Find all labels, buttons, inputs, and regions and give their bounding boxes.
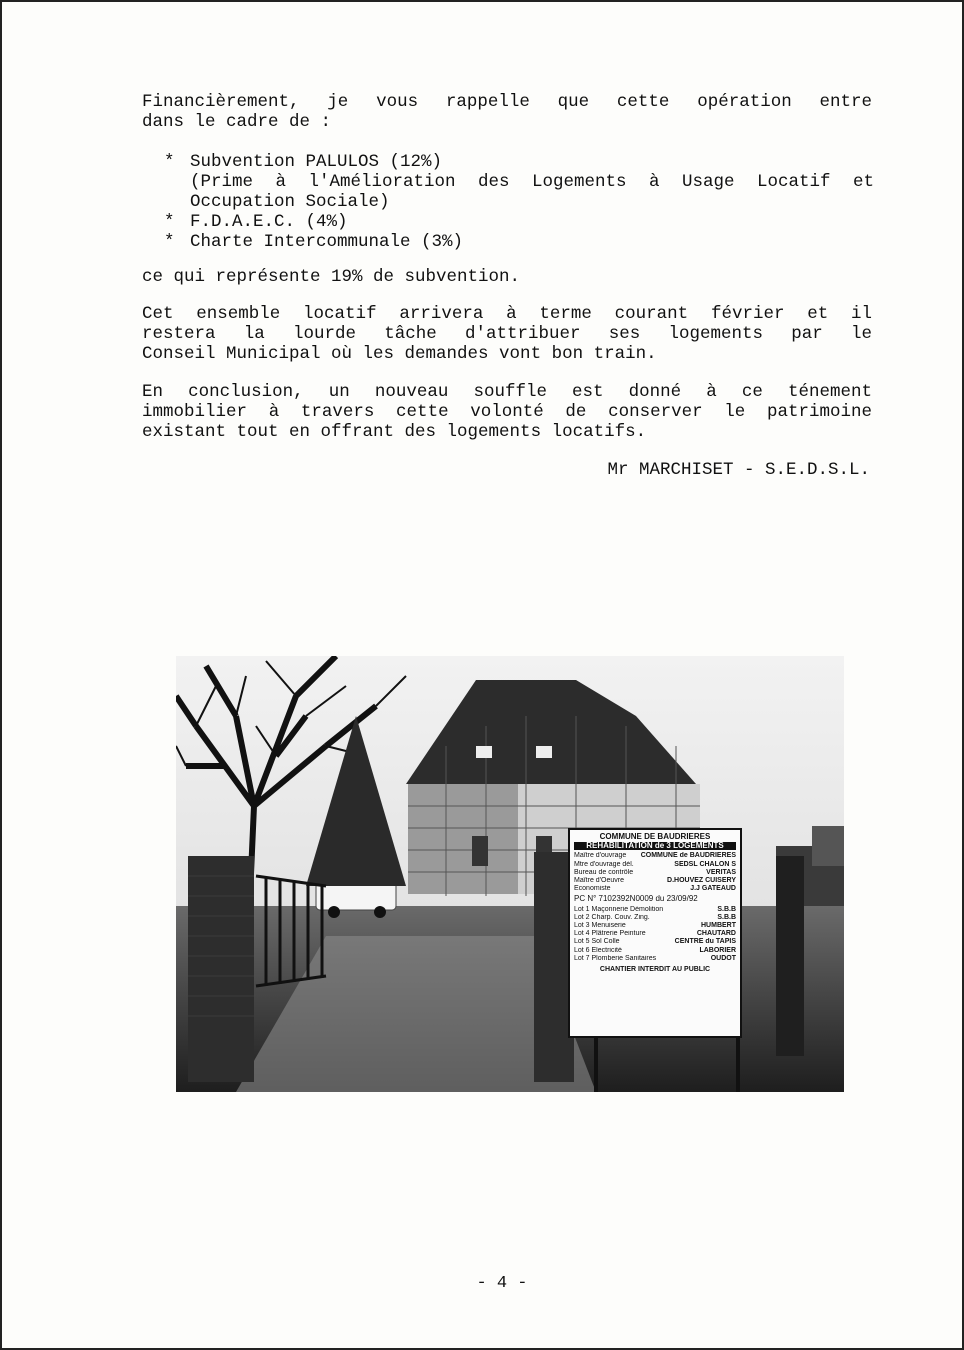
sign-row-value: S.B.B — [717, 905, 736, 913]
sign-footer: CHANTIER INTERDIT AU PUBLIC — [599, 966, 711, 974]
sign-row-label: Lot 1 Maçonnerie Démolition — [574, 905, 664, 913]
sign-row — [574, 861, 736, 869]
text-line: Financièrement, je vous rappelle que cette opération entre — [142, 92, 872, 112]
paragraph-total: ce qui représente 19% de subvention. — [142, 267, 521, 287]
list-item-label: Charte Intercommunale (3%) — [190, 232, 464, 252]
sign-row-value: VERITAS — [706, 868, 736, 876]
sign-row-value: CHAUTARD — [696, 930, 736, 938]
sign-rows — [574, 852, 736, 893]
bullet-icon: * — [164, 212, 175, 232]
sign-row — [574, 930, 736, 938]
sign-row-label: Lot 3 Menuiserie — [574, 922, 626, 930]
sign-row-label: Maître d'ouvrage — [574, 852, 627, 860]
construction-sign — [568, 828, 742, 1038]
sign-row — [574, 955, 736, 963]
list-item — [164, 212, 874, 232]
sign-row — [574, 938, 736, 946]
sign-row — [574, 885, 736, 893]
text-line: restera la lourde tâche d'attribuer ses logements par le — [142, 324, 872, 344]
sign-row-value: COMMUNE de BAUDRIERES — [640, 852, 736, 860]
text-line: Cet ensemble locatif arrivera à terme courant février et il — [142, 304, 872, 324]
text-line: existant tout en offrant des logements locatifs. — [142, 422, 647, 442]
sign-title: REHABILITATION de 3 LOGEMENTS — [574, 842, 736, 850]
sign-row — [574, 922, 736, 930]
list-item — [164, 152, 874, 172]
sign-row-value: LABORIER — [699, 946, 736, 954]
sign-row-value: SEDSL CHALON S — [674, 860, 736, 868]
subsidy-list — [164, 152, 874, 252]
sign-row-label: Maître d'Oeuvre — [574, 877, 624, 885]
list-item-label: F.D.A.E.C. (4%) — [190, 212, 348, 232]
sign-row — [574, 869, 736, 877]
sign-row — [574, 914, 736, 922]
sign-row-label: Lot 4 Plâtrerie Peinture — [574, 930, 646, 938]
bullet-icon: * — [164, 152, 175, 172]
text-line: immobilier à travers cette volonté de conserver le patrimoine — [142, 402, 872, 422]
sign-commune: COMMUNE DE BAUDRIERES — [599, 832, 711, 841]
sign-row — [574, 877, 736, 885]
sign-row-label: Lot 6 Electricité — [574, 946, 622, 954]
list-item-detail: Occupation Sociale) — [190, 192, 390, 212]
sign-row-value: HUMBERT — [701, 922, 736, 930]
sign-row-label: Bureau de contrôle — [574, 868, 634, 876]
list-item — [164, 232, 874, 252]
list-item-detail: (Prime à l'Amélioration des Logements à Usage Locatif et — [190, 172, 874, 192]
sign-row-value: D.HOUVEZ CUISERY — [667, 877, 736, 885]
text-line: En conclusion, un nouveau souffle est donné à ce ténement — [142, 382, 872, 402]
paragraph-conclusion — [142, 382, 872, 442]
sign-row-label: Lot 2 Charp. Couv. Zing. — [574, 913, 650, 921]
sign-row — [574, 947, 736, 955]
paragraph-completion — [142, 304, 872, 364]
sign-lots — [574, 906, 736, 963]
gate-pillar-left — [188, 856, 254, 1082]
sign-row-value: S.B.B — [717, 913, 736, 921]
sign-row-label: Mtre d'ouvrage dél. — [574, 860, 634, 868]
text-line: dans le cadre de : — [142, 112, 332, 132]
sign-permit: PC N° 7102392N0009 du 23/09/92 — [574, 894, 698, 904]
bullet-icon: * — [164, 232, 175, 252]
sign-row-label: Lot 5 Sol Colle — [574, 938, 620, 946]
photo-illustration — [176, 656, 844, 1092]
sign-row — [574, 906, 736, 914]
paragraph-financing — [142, 92, 872, 132]
signature: Mr MARCHISET - S.E.D.S.L. — [607, 460, 870, 480]
sign-row-value: CENTRE du TAPIS — [674, 938, 736, 946]
text-line: Conseil Municipal où les demandes vont bon train. — [142, 344, 657, 364]
sign-row — [574, 852, 736, 860]
list-item-label: Subvention PALULOS (12%) — [190, 152, 443, 172]
sign-row-value: OUDOT — [710, 954, 736, 962]
sign-row-label: Economiste — [574, 885, 611, 893]
page-number: - 4 - — [476, 1274, 528, 1293]
sign-row-value: J.J GATEAUD — [690, 885, 736, 893]
sign-row-label: Lot 7 Plomberie Sanitaires — [574, 954, 657, 962]
construction-site-photo — [176, 656, 844, 1092]
